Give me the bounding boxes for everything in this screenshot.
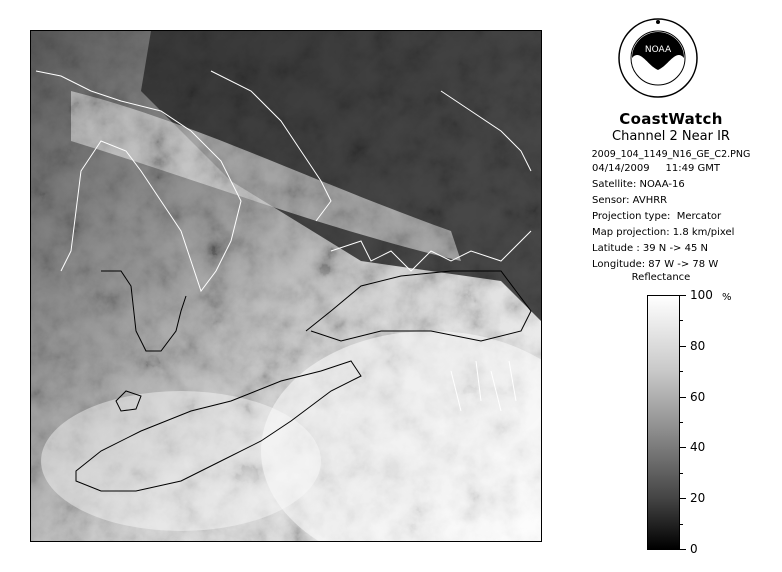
colorbar-tick-label: 60 — [690, 389, 706, 404]
colorbar-tick — [680, 549, 686, 550]
colorbar-unit: % — [722, 292, 732, 303]
logo-dot — [656, 20, 660, 24]
satellite-label: Satellite: NOAA-16 — [592, 179, 685, 190]
date-time: 04/14/2009 11:49 GMT — [592, 163, 721, 174]
colorbar-tick-label: 20 — [690, 491, 706, 506]
colorbar-minor-tick — [680, 371, 683, 372]
colorbar-minor-tick — [680, 473, 683, 474]
sensor-label: Sensor: AVHRR — [592, 195, 668, 206]
colorbar-minor-tick — [680, 422, 683, 423]
colorbar-tick-label: 0 — [690, 542, 698, 556]
image-filename: 2009_104_1149_N16_GE_C2.PNG — [591, 149, 751, 160]
noaa-logo-icon — [618, 18, 698, 98]
longitude-range: Longitude: 87 W -> 78 W — [592, 259, 719, 270]
colorbar-title: Reflectance — [631, 272, 691, 283]
latitude-range: Latitude : 39 N -> 45 N — [592, 243, 708, 254]
colorbar-tick-label: 80 — [690, 338, 706, 353]
colorbar-tick — [680, 498, 686, 499]
colorbar-tick — [680, 346, 686, 347]
map-projection: Map projection: 1.8 km/pixel — [592, 227, 735, 238]
colorbar-tick-label: 100 — [690, 288, 713, 302]
satellite-image — [31, 31, 541, 541]
logo-text: NOAA — [644, 45, 672, 55]
colorbar-tick — [680, 447, 686, 448]
colorbar-tick-label: 40 — [690, 440, 706, 455]
satellite-map[interactable] — [30, 30, 542, 542]
colorbar-tick — [680, 397, 686, 398]
brand-title: CoastWatch — [619, 110, 723, 128]
bright-cloud-sw — [41, 391, 321, 531]
colorbar-tick — [680, 295, 686, 296]
colorbar-minor-tick — [680, 320, 683, 321]
colorbar — [647, 295, 680, 550]
colorbar-minor-tick — [680, 524, 683, 525]
channel-title: Channel 2 Near IR — [612, 129, 730, 144]
projection-type: Projection type: Mercator — [592, 211, 722, 222]
